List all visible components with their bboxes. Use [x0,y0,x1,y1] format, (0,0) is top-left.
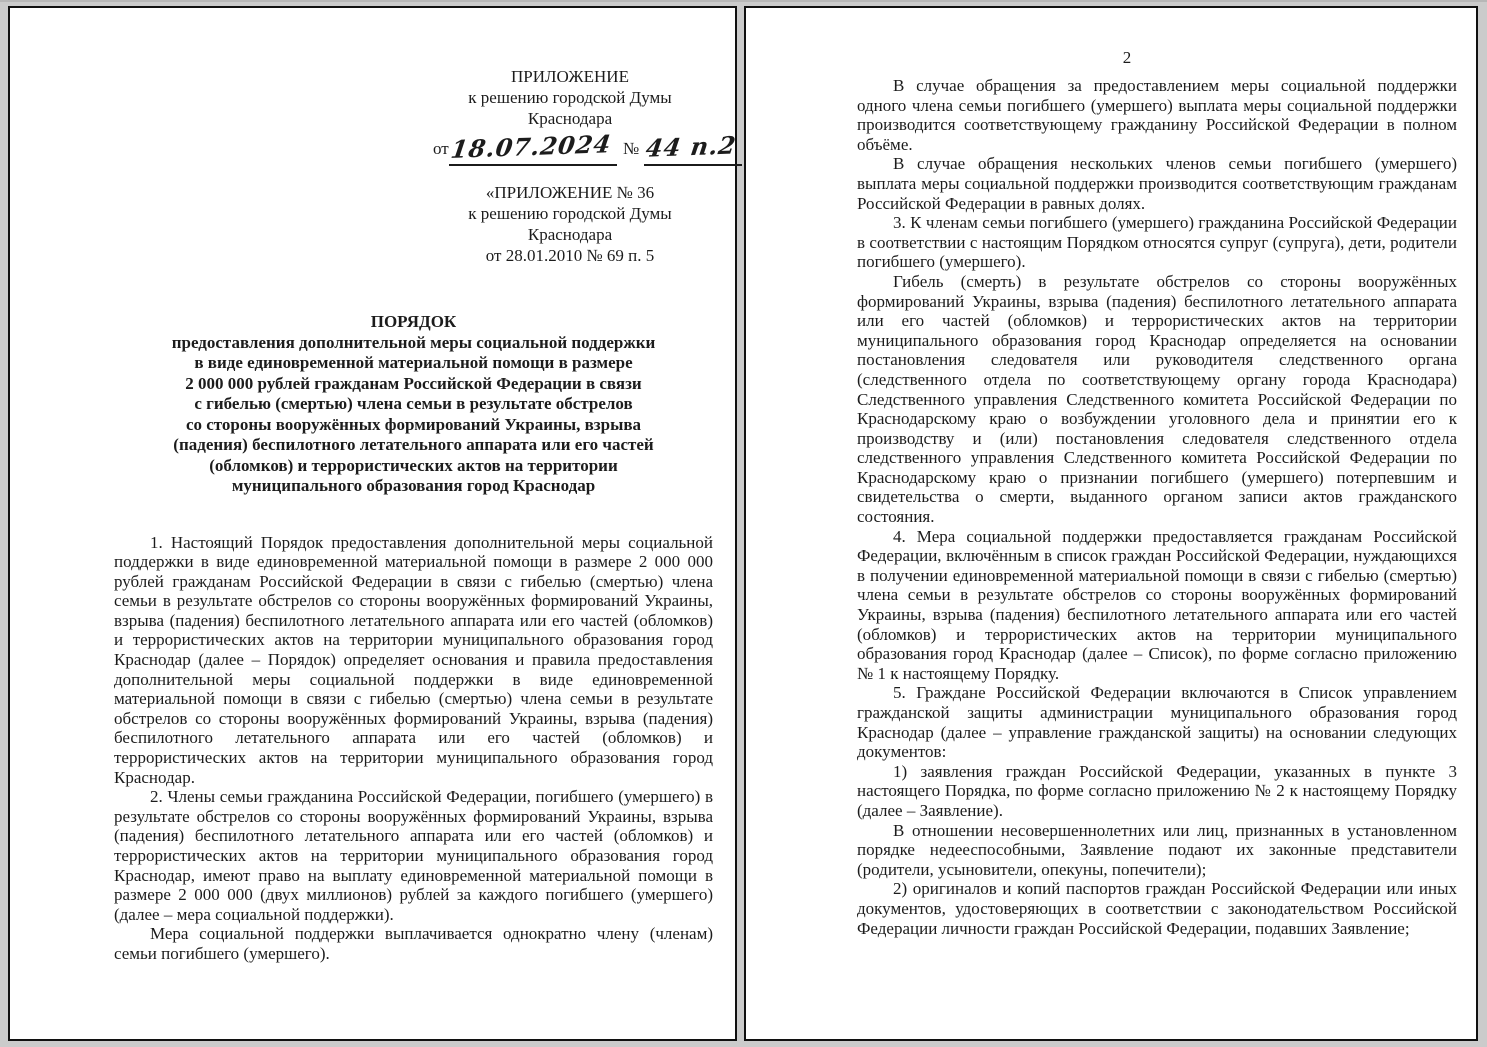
paragraph: 1. Настоящий Порядок предоставления дополнительной меры социальной поддержки в виде единовременной материальной помощи в размере 2 000 000 рублей гражданам Российской Федерации в связи с гибелью (смертью) члена семьи в результате обстрелов со стороны вооружённых формирований Украины, взрыва (падения) беспилотного летательного аппарата или его частей (обломков) и террористических актов на территории муниципального образования город Краснодар (далее – Порядок) определяет основания и правила предоставления дополнительной меры социальной поддержки в виде единовременной материальной помощи в связи с гибелью (смертью) члена семьи в результате обстрелов со стороны вооружённых формирований Украины, взрыва (падения) беспилотного летательного аппарата или его частей (обломков) и террористических актов на территории муниципального образования город Краснодар. [114,532,713,787]
paragraph: 5. Граждане Российской Федерации включаются в Список управлением гражданской защиты администрации муниципального образования город Краснодар (далее – управление гражданской защиты) на основании следующих документов: [857,683,1457,762]
paragraph: 2. Члены семьи гражданина Российской Федерации, погибшего (умершего) в результате обстрелов со стороны вооружённых формирований Украины, взрыва (падения) беспилотного летательного аппарата или его частей (обломков) и террористических актов на территории муниципального образования город Краснодар, имеют право на выплату единовременной материальной помощи в размере 2 000 000 (двух миллионов) рублей за каждого погибшего (умершего) (далее – мера социальной поддержки). [114,787,713,924]
handwritten-number: 44 п.2 [643,130,738,163]
title-line: 2 000 000 рублей гражданам Российской Федерации в связи [185,373,642,393]
paragraph: 1) заявления граждан Российской Федерации, указанных в пункте 3 настоящего Порядка, по форме согласно приложению № 2 к настоящему Порядку (далее – Заявление). [857,761,1457,820]
date-prefix: от [433,139,449,158]
handwritten-date: 18.07.2024 [448,129,614,164]
page-2 [744,6,1478,1041]
header-line: «ПРИЛОЖЕНИЕ № 36 [485,183,655,202]
title-line: муниципального образования город Краснодар [231,476,596,495]
paragraph: 2) оригиналов и копий паспортов граждан Российской Федерации или иных документов, удостоверяющих в соответствии с законодательством Российской Федерации личности граждан Российской Федерации, подавших Заявление; [857,879,1457,938]
header-line: к решению городской Думы [468,88,672,107]
page2-body [857,76,1457,938]
header-line: Краснодара [527,109,613,128]
paragraph: Гибель (смерть) в результате обстрелов со стороны вооружённых формирований Украины, взрыва (падения) беспилотного летательного аппарата или его частей (обломков) и террористических актов на территории муниципального образования город Краснодар определяется на основании постановления следователя или руководителя следственного органа (следственного отдела по соответствующему органу города Краснодара) Следственного управления Следственного комитета Российской Федерации по Краснодарскому краю о возбуждении уголовного дела и принятии его к производству и (или) постановления следователя следственного отдела следственного управления Следственного комитета Российской Федерации по Краснодарскому краю о признании погибшего (умершего) потерпевшим и свидетельства о смерти, выданного органом записи актов гражданского состояния. [857,271,1457,527]
title-line: в виде единовременной материальной помощи в размере [194,353,633,372]
title-line: со стороны вооружённых формирований Украины, взрыва [185,414,642,434]
paragraph: 3. К членам семьи погибшего (умершего) гражданина Российской Федерации в соответствии с настоящим Порядком относятся супруг (супруга), дети, родители погибшего (умершего). [857,213,1457,272]
number-sign: № [623,139,640,158]
handwritten-date-field [448,129,617,166]
header-line: от 28.01.2010 № 69 п. 5 [485,246,655,265]
title-line: (обломков) и террористических актов на территории [209,455,618,475]
paragraph: В отношении несовершеннолетних или лиц, признанных в установленном порядке недееспособными, Заявление подают их законные представители (родители, усыновители, опекуны, попечители); [857,820,1457,879]
date-number-line [431,129,738,174]
title-line: с гибелью (смертью) члена семьи в результате обстрелов [194,394,633,413]
paragraph: В случае обращения нескольких членов семьи погибшего (умершего) выплата меры социальной поддержки производится соответствующим гражданам Российской Федерации в равных долях. [857,154,1457,213]
page-1 [8,6,737,1041]
title-line: предоставления дополнительной меры социальной поддержки [171,332,656,352]
document-title [114,312,713,497]
page-number: 2 [1122,48,1132,67]
paragraph: В случае обращения за предоставлением меры социальной поддержки одного члена семьи погибшего (умершего) выплата меры социальной поддержки производится соответствующему гражданину Российской Федерации в полном объёме. [857,76,1457,154]
handwritten-number-field [644,132,742,166]
title-line: ПОРЯДОК [370,312,457,331]
header-line: Краснодара [527,225,613,244]
page1-body [114,533,713,964]
paragraph: 4. Мера социальной поддержки предоставляется гражданам Российской Федерации, включённым в список граждан Российской Федерации, нуждающихся в получении единовременной материальной помощи в связи с гибелью (смертью) члена семьи в результате обстрелов со стороны вооружённых формирований Украины, взрыва (падения) беспилотного летательного аппарата или его частей (обломков) и террористических актов на территории муниципального образования город Краснодар (далее – Список), по форме согласно приложению № 1 к настоящему Порядку. [857,526,1457,683]
paragraph: Мера социальной поддержки выплачивается однократно члену (членам) семьи погибшего (умершего). [114,924,713,963]
header-line: ПРИЛОЖЕНИЕ [511,67,629,86]
appendix-header [431,66,738,266]
title-line: (падения) беспилотного летательного аппарата или его частей [173,435,654,454]
header-line: к решению городской Думы [468,204,672,223]
sub-appendix-header [431,182,709,266]
